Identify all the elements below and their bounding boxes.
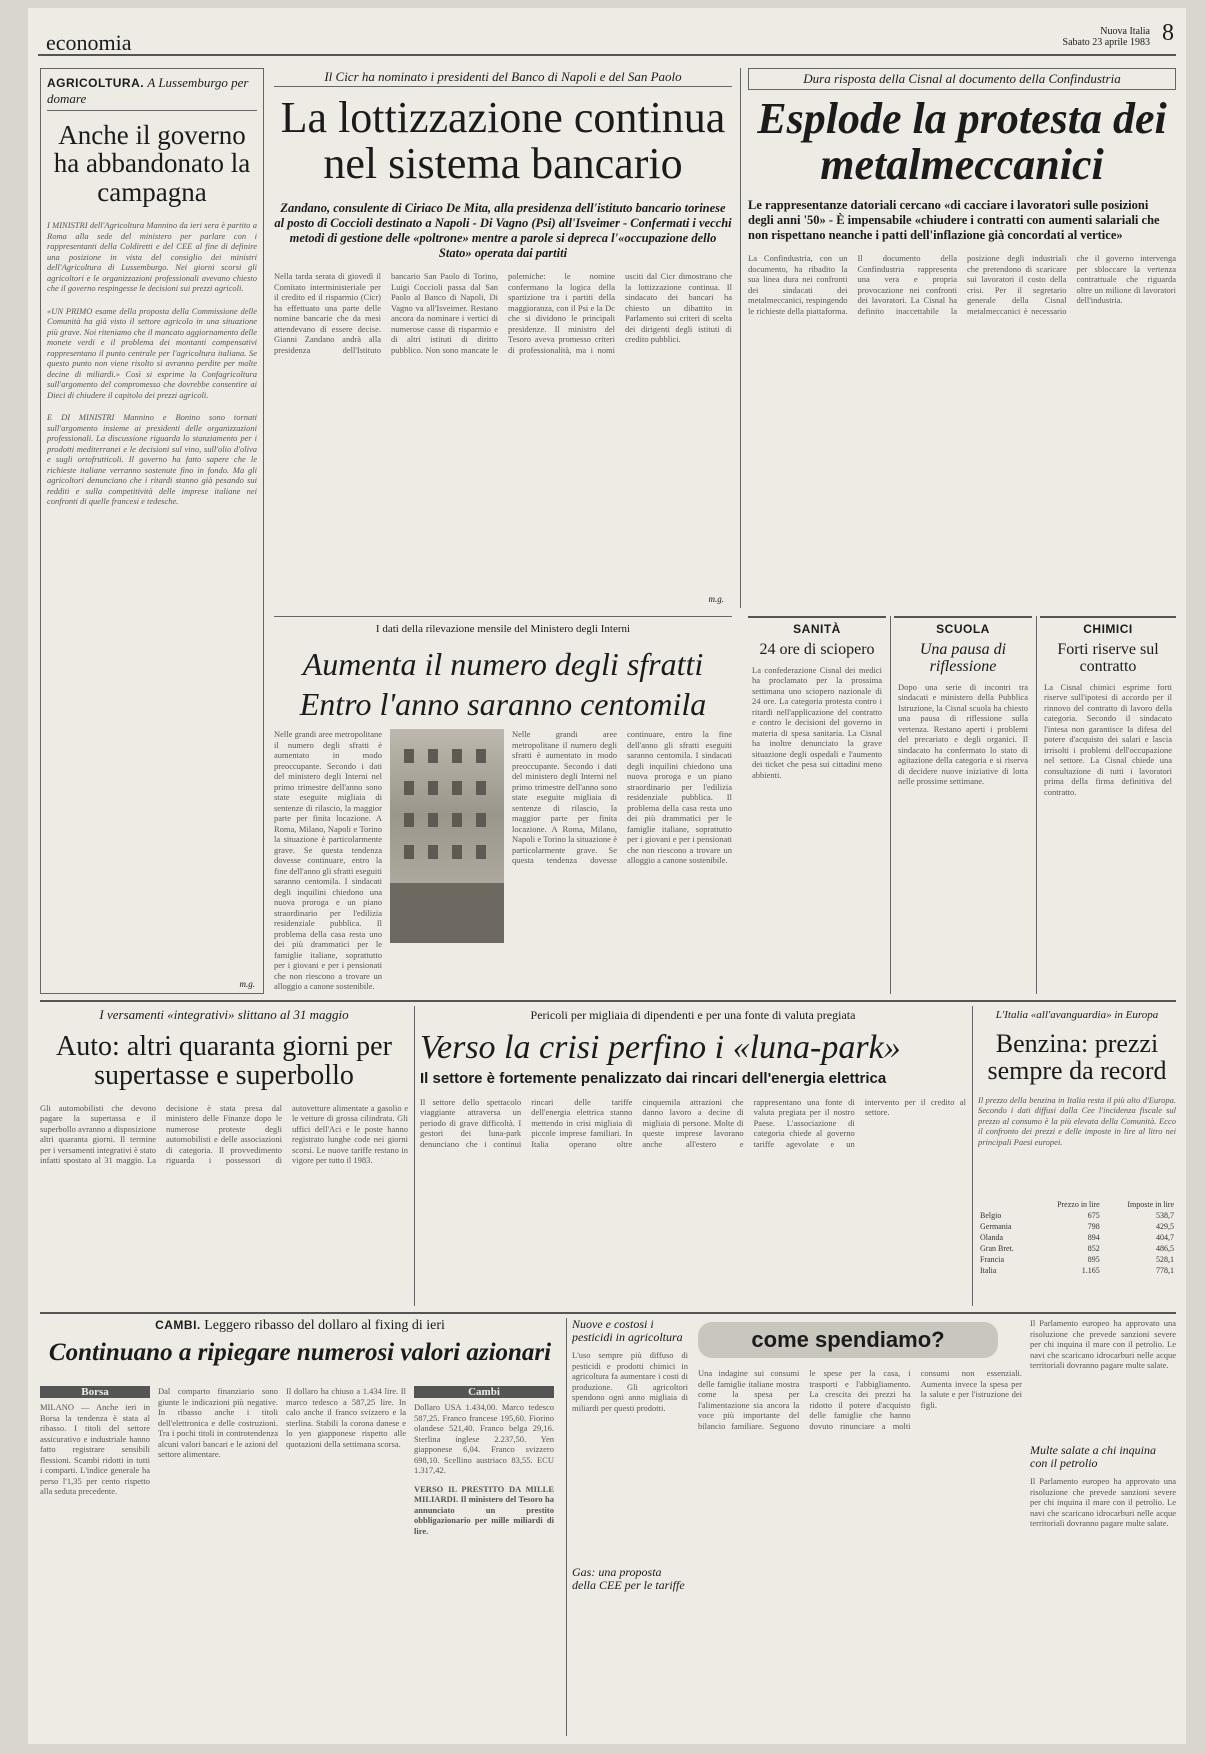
sfratti-body-right: Nelle grandi aree metropolitane il numero degli sfratti è aumentato in modo preoccupante. Secondo i dati del ministero degli Interni nel primo trimestre dell'anno sono state eseguite migliaia di sentenze di rilascio, la maggior parte per finita locazione. A Roma, Milano, Napoli e Torino la situazione è particolarmente grave. Se questa tendenza dovesse continuare, entro la fine dell'anno gli sfratti eseguiti saranno centomila. I sindacati degli inquilini chiedono una nuova proroga e un piano straordinario per l'edilizia residenziale pubblica. Il problema della casa resta uno dei più drammatici per le famiglie italiane, soprattutto per i giovani e per i pensionati che non riescono a trovare un alloggio a canone sostenibile.: [512, 729, 732, 865]
lunapark-kicker: Pericoli per migliaia di dipendenti e per una fonte di valuta pregiata: [530, 1008, 856, 1022]
article-chimici: [1040, 616, 1176, 994]
column-rule: [740, 68, 741, 608]
cambi-box-label: Cambi: [414, 1386, 554, 1398]
table-cell: Olanda: [980, 1232, 1004, 1242]
table-cell: Belgio: [980, 1210, 1002, 1220]
table-cell: 404,7: [1156, 1232, 1174, 1242]
come-spendiamo-banner: come spendiamo?: [698, 1322, 998, 1358]
scuola-title: Una pausa di riflessione: [919, 641, 1007, 675]
benzina-intro: Il prezzo della benzina in Italia resta il più alto d'Europa. Secondo i dati diffusi dalla Cee l'incidenza fiscale sul prezzo al consumo è la più elevata della Comunità. Ecco il confronto dei prezzi e delle imposte in lire al litro nei principali Paesi europei.: [978, 1094, 1176, 1147]
table-cell: 429,5: [1156, 1221, 1174, 1231]
scuola-label: SCUOLA: [936, 622, 990, 636]
table-cell: 528,1: [1156, 1254, 1174, 1264]
cambi-box-body: Dollaro USA 1.434,00. Marco tedesco 587,25. Franco francese 195,60. Fiorino olandese 521,40. Franco belga 29,16. Sterlina inglese 2.237,50. Yen giapponese 6,04. Franco svizzero 698,10. Scellino austriaco 83,55. ECU 1.317,42.: [414, 1402, 554, 1475]
pesticidi-body: L'uso sempre più diffuso di pesticidi e prodotti chimici in agricoltura fa aumentare i costi di produzione. Gli agricoltori spendono ogni anno migliaia di miliardi per questi prodotti.: [572, 1350, 688, 1413]
lunapark-body: Il settore dello spettacolo viaggiante attraversa un periodo di grave difficoltà. I gestori dei luna-park denunciano che i continui rincari delle tariffe dell'energia elettrica stanno mettendo in crisi migliaia di piccole imprese familiari. In Italia operano oltre cinquemila attrazioni che danno lavoro a decine di migliaia di persone. Molte di queste imprese lavorano anche all'estero e rappresentano una fonte di valuta pregiata per il nostro Paese. L'associazione di categoria chiede al governo tariffe agevolate e un intervento per il credito al settore.: [420, 1096, 966, 1149]
table-row: [978, 1254, 1176, 1265]
pesticidi-title: Nuove e costosi i pesticidi in agricoltura: [572, 1318, 683, 1344]
table-header: Imposte in lire: [1127, 1199, 1174, 1209]
cambi-label: CAMBI.: [155, 1318, 201, 1332]
cambi-column-3: Il dollaro ha chiuso a 1.434 lire. Il marco tedesco a 587,25 lire. In calo anche il franco svizzero e la sterlina. Stabili la corona danese e lo yen giapponese rispetto alle quotazioni della settimana scorsa.: [286, 1386, 406, 1449]
page-number: 8: [1162, 20, 1174, 46]
article-agricoltura: [40, 68, 264, 994]
newspaper-page: [28, 8, 1186, 1744]
agricoltura-signature: m.g.: [239, 979, 255, 989]
cambi-kicker: Leggero ribasso del dollaro al fixing di ieri: [204, 1318, 445, 1333]
article-cambi: [40, 1318, 560, 1736]
article-sanita: [748, 616, 886, 994]
newspaper-name: Nuova Italia: [1100, 26, 1150, 37]
article-scuola: [894, 616, 1032, 994]
banche-deck: Zandano, consulente di Ciriaco De Mita, alla presidenza dell'istituto bancario torinese al posto di Coccioli destinato a Napoli - Di Vagno (Psi) all'Isveimer - Confermati i vecchi metodi di gestione delle «poltrone» mentre a parole si depreca l'«occupazione dello Stato» operata dai partiti: [274, 201, 732, 261]
table-header-row: [978, 1199, 1176, 1210]
auto-title: Auto: altri quaranta giorni per supertasse e superbollo: [56, 1031, 392, 1092]
chimici-body: La Cisnal chimici esprime forti riserve sull'ipotesi di accordo per il rinnovo del contratto di lavoro della categoria. Secondo il sindacato l'intesa non garantisce la difesa del potere d'acquisto dei salari e lascia irrisolti i problemi dell'occupazione nel settore. La Cisnal chiede una consultazione di tutti i lavoratori prima della firma definitiva del contratto.: [1044, 681, 1172, 797]
borsa-body: MILANO — Anche ieri in Borsa la tendenza è stata al ribasso. I titoli del settore assicurativo e industriale hanno fatto registrare sensibili flessioni. Scambi ridotti in tutti i comparti. L'indice generale ha perso l'1,35 per cento rispetto alla seduta precedente.: [40, 1402, 150, 1496]
scuola-body: Dopo una serie di incontri tra sindacati e ministero della Pubblica Istruzione, la Cisnal scuola ha chiesto una pausa di riflessione sulla vertenza. Restano aperti i problemi del precariato e degli organici. Il sindacato ha confermato lo stato di agitazione della categoria e si riserva di decidere nuove iniziative di lotta nelle prossime settimane.: [898, 681, 1028, 787]
sfratti-title-line-1: Aumenta il numero degli sfratti: [302, 646, 704, 682]
banche-body: Nella tarda serata di giovedì il Comitato interministeriale per il credito ed il risparmio (Cicr) ha effettuato una parte delle nomine bancarie che da mesi attendevano di essere decise. Gianni Zandano andrà alla presidenza dell'Istituto bancario San Paolo di Torino, Luigi Coccioli passa dal San Paolo al Banco di Napoli, Di Vagno va all'Isveimer. Restano ancora da nominare i vertici di numerose casse di risparmio e di altri istituti di diritto pubblico. Non sono mancate le polemiche: le nomine confermano la logica della spartizione tra i partiti della maggioranza, con il Psi e la Dc che si dividono le principali presidenze. Il ministro del Tesoro aveva promesso criteri di professionalità, ma i nomi usciti dal Cicr dimostrano che la lottizzazione continua. Il sindacato dei bancari ha chiesto un dibattito in Parlamento sui criteri di scelta dei dirigenti degli istituti di credito pubblici.: [274, 271, 732, 355]
sfratti-kicker: I dati della rilevazione mensile del Ministero degli Interni: [375, 623, 631, 635]
sanita-label: SANITÀ: [793, 622, 841, 636]
banche-kicker: Il Cicr ha nominato i presidenti del Banco di Napoli e del San Paolo: [274, 68, 732, 87]
table-cell: 895: [1087, 1254, 1100, 1264]
table-cell: 675: [1087, 1210, 1100, 1220]
benzina-kicker: L'Italia «all'avanguardia» in Europa: [995, 1009, 1159, 1021]
sfratti-title-line-2: Entro l'anno saranno centomila: [299, 686, 707, 722]
table-row: [978, 1243, 1176, 1254]
auto-kicker: I versamenti «integrativi» slittano al 31 maggio: [99, 1007, 349, 1022]
metalmeccanici-body: La Confindustria, con un documento, ha ribadito la sua linea dura nei confronti dei sindacati dei metalmeccanici, respingendo le richieste della piattaforma. Il documento della Confindustria rappresenta una vera e propria provocazione nei confronti dei lavoratori. La Cisnal ha definito inaccettabile la posizione degli industriali che pretendono di scaricare sui lavoratori il costo della crisi. Per il segretario generale della Cisnal metalmeccanici è necessario che il governo intervenga per sbloccare la vertenza contrattuale che riguarda oltre un milione di lavoratori dell'industria.: [748, 253, 1176, 316]
article-lunapark: [420, 1006, 966, 1306]
petrolio-intro: Il Parlamento europeo ha approvato una risoluzione che prevede sanzioni severe per chi inquina il mare con il petrolio. Le navi che scaricano idrocarburi nelle acque territoriali dovranno pagare multe salate.: [1030, 1318, 1176, 1370]
issue-date: Sabato 23 aprile 1983: [1062, 37, 1150, 48]
lunapark-subtitle: Il settore è fortemente penalizzato dai rincari dell'energia elettrica: [420, 1069, 887, 1087]
chimici-title: Forti riserve sul contratto: [1057, 641, 1159, 675]
table-cell: 778,1: [1156, 1265, 1174, 1275]
banche-signature: m.g.: [708, 594, 724, 604]
table-cell: Italia: [980, 1265, 997, 1275]
borsa-label: Borsa: [40, 1386, 150, 1398]
come-spendiamo-body: Una indagine sui consumi delle famiglie italiane mostra come la spesa per l'alimentazione sia ancora la voce più importante del bilancio familiare. Seguono le spese per la casa, i trasporti e l'abbigliamento. La crescita dei prezzi ha ridotto il potere d'acquisto delle famiglie che hanno dovuto rinunciare a molti consumi non essenziali. Aumenta invece la spesa per la salute e per l'istruzione dei figli.: [698, 1368, 1022, 1431]
agricoltura-label: AGRICOLTURA.: [47, 76, 145, 90]
article-banche: [274, 68, 732, 608]
agricoltura-paragraph-3: E DI MINISTRI Mannino e Bonino sono tornati sull'argomento insieme ai presidenti delle organizzazioni professionali. La discussione riguarda lo stanziamento per i prodotti mediterranei e le decisioni sul vino, sull'olio d'oliva e sugli ortofrutticoli. Il governo ha fatto sapere che le richieste italiane verranno sostenute fino in fondo. Ma gli agricoltori denunciano che i ritardi stanno già pesando sui redditi e sulla competitività delle imprese italiane nei confronti di quelle francesi e tedesche.: [47, 412, 257, 507]
agricoltura-title: Anche il governo ha abbandonato la campagna: [53, 120, 251, 207]
cambi-column-2: Dal comparto finanziario sono giunte le indicazioni più negative. In ribasso anche i titoli dell'elettronica e delle costruzioni. Tra i pochi titoli in controtendenza alcuni valori bancari e le azioni del settore alimentare.: [158, 1386, 278, 1459]
table-row: [978, 1232, 1176, 1243]
table-cell: 538,7: [1156, 1210, 1174, 1220]
lunapark-title: Verso la crisi perfino i «luna-park»: [420, 1029, 901, 1066]
sfratti-building-photo: [390, 729, 504, 943]
chimici-label: CHIMICI: [1083, 622, 1133, 636]
section-title: economia: [46, 30, 132, 55]
table-header: Prezzo in lire: [1057, 1199, 1100, 1209]
table-cell: Gran Bret.: [980, 1243, 1014, 1253]
table-cell: 1.165: [1081, 1265, 1100, 1275]
banche-title: La lottizzazione continua nel sistema bancario: [280, 93, 726, 189]
agricoltura-paragraph-2: «UN PRIMO esame della proposta della Commissione delle Comunità ha già visto il settore agricolo in una situazione più grave. Noi riteniamo che il mancato aggiornamento delle monete verdi e il problema dei montanti compensativi rappresentano il punto centrale per l'agricoltura italiana. Se questo punto non viene risolto si avranno perdite per molte decine di miliardi.» Così si esprime la Confagricoltura sull'argomento del compromesso che dovrebbe consentire ai Dieci di chiudere il capitolo dei prezzi agricoli.: [47, 305, 257, 400]
sanita-title: 24 ore di sciopero: [759, 641, 875, 658]
table-cell: Francia: [980, 1254, 1004, 1264]
table-row: [978, 1265, 1176, 1276]
article-come-spendiamo: [572, 1318, 1176, 1736]
cambi-note: VERSO IL PRESTITO DA MILLE MILIARDI. Il ministero del Tesoro ha annunciato un prestito obbligazionario per mille miliardi di lire.: [414, 1483, 554, 1536]
section-rule: [40, 1000, 1176, 1002]
cambi-title: Continuano a ripiegare numerosi valori azionari: [48, 1339, 552, 1366]
benzina-title: Benzina: prezzi sempre da record: [987, 1029, 1167, 1086]
article-benzina: [978, 1006, 1176, 1306]
benzina-price-table: [978, 1199, 1176, 1276]
article-auto: [40, 1006, 408, 1306]
page-header: [38, 18, 1176, 56]
metalmeccanici-kicker: Dura risposta della Cisnal al documento della Confindustria: [748, 68, 1176, 90]
metalmeccanici-title: Esplode la protesta dei metalmeccanici: [757, 94, 1167, 190]
sfratti-body-left: Nelle grandi aree metropolitane il numero degli sfratti è aumentato in modo preoccupante. Secondo i dati del ministero degli Interni nel primo trimestre dell'anno sono state eseguite migliaia di sentenze di rilascio, la maggior parte per finita locazione. A Roma, Milano, Napoli e Torino la situazione è particolarmente grave. Se questa tendenza dovesse continuare, entro la fine dell'anno gli sfratti eseguiti saranno centomila. I sindacati degli inquilini chiedono una nuova proroga e un piano straordinario per l'edilizia residenziale pubblica. Il problema della casa resta uno dei più drammatici per le famiglie italiane, soprattutto per i giovani e per i pensionati che non riescono a trovare un alloggio a canone sostenibile.: [274, 729, 382, 991]
petrolio-body: Il Parlamento europeo ha approvato una risoluzione che prevede sanzioni severe per chi inquina il mare con il petrolio. Le navi che scaricano idrocarburi nelle acque territoriali dovranno pagare multe salate.: [1030, 1476, 1176, 1528]
metalmeccanici-deck: Le rappresentanze datoriali cercano «di cacciare i lavoratori sulle posizioni degli anni '50» - È impensabile «chiudere i contratti con aumenti salariali che non rispettano neanche i patti dell'inflazione già concordati al vertice»: [748, 198, 1160, 243]
table-header: [978, 1199, 1033, 1210]
auto-body: Gli automobilisti che devono pagare la supertassa e il superbollo avranno a disposizione altri quaranta giorni. Il termine per i versamenti integrativi è stato infatti spostato al 31 maggio. La decisione è stata presa dal ministero delle Finanze dopo le numerose proteste degli automobilisti e delle associazioni di categoria. Il provvedimento riguarda i possessori di autovetture alimentate a gasolio e le vetture di grossa cilindrata. Gli uffici dell'Aci e le poste hanno registrato lunghe code nei giorni scorsi. Le nuove tariffe restano in vigore per tutto il 1983.: [40, 1102, 408, 1166]
petrolio-title: Multe salate a chi inquina con il petrolio: [1030, 1443, 1156, 1470]
article-sfratti: [274, 616, 732, 994]
table-row: [978, 1210, 1176, 1221]
table-cell: 852: [1087, 1243, 1100, 1253]
sfratti-title: [274, 644, 732, 724]
table-cell: 894: [1087, 1232, 1100, 1242]
agricoltura-kicker: A Lussemburgo per domare: [47, 75, 249, 106]
table-cell: 486,5: [1156, 1243, 1174, 1253]
article-metalmeccanici: [748, 68, 1176, 608]
table-cell: Germania: [980, 1221, 1012, 1231]
table-cell: 798: [1087, 1221, 1100, 1231]
table-row: [978, 1221, 1176, 1232]
gas-title: Gas: una proposta della CEE per le tariffe: [572, 1565, 685, 1592]
sanita-body: La confederazione Cisnal dei medici ha proclamato per la prossima settimana uno sciopero nazionale di 24 ore. La categoria protesta contro i ritardi nell'applicazione del contratto e contro le decisioni del governo in materia di spesa sanitaria. La Cisnal ha inoltre denunciato la grave situazione degli ospedali e l'aumento dei ticket che pesa sui cittadini meno abbienti.: [752, 664, 882, 780]
agricoltura-paragraph-1: I MINISTRI dell'Agricoltura Mannino da ieri sera è partito a Roma alla sede del ministero per parlare con i rappresentanti della Coldiretti e del CEE al fine di definire una posizione in vista del consiglio dei ministri dell'Agricoltura di Lussemburgo. Nei giorni scorsi gli agricoltori e le organizzazioni professionali avevano chiesto che il governo respingesse le decisioni sui prezzi agricoli.: [47, 220, 257, 294]
header-dateline: [1063, 26, 1150, 48]
